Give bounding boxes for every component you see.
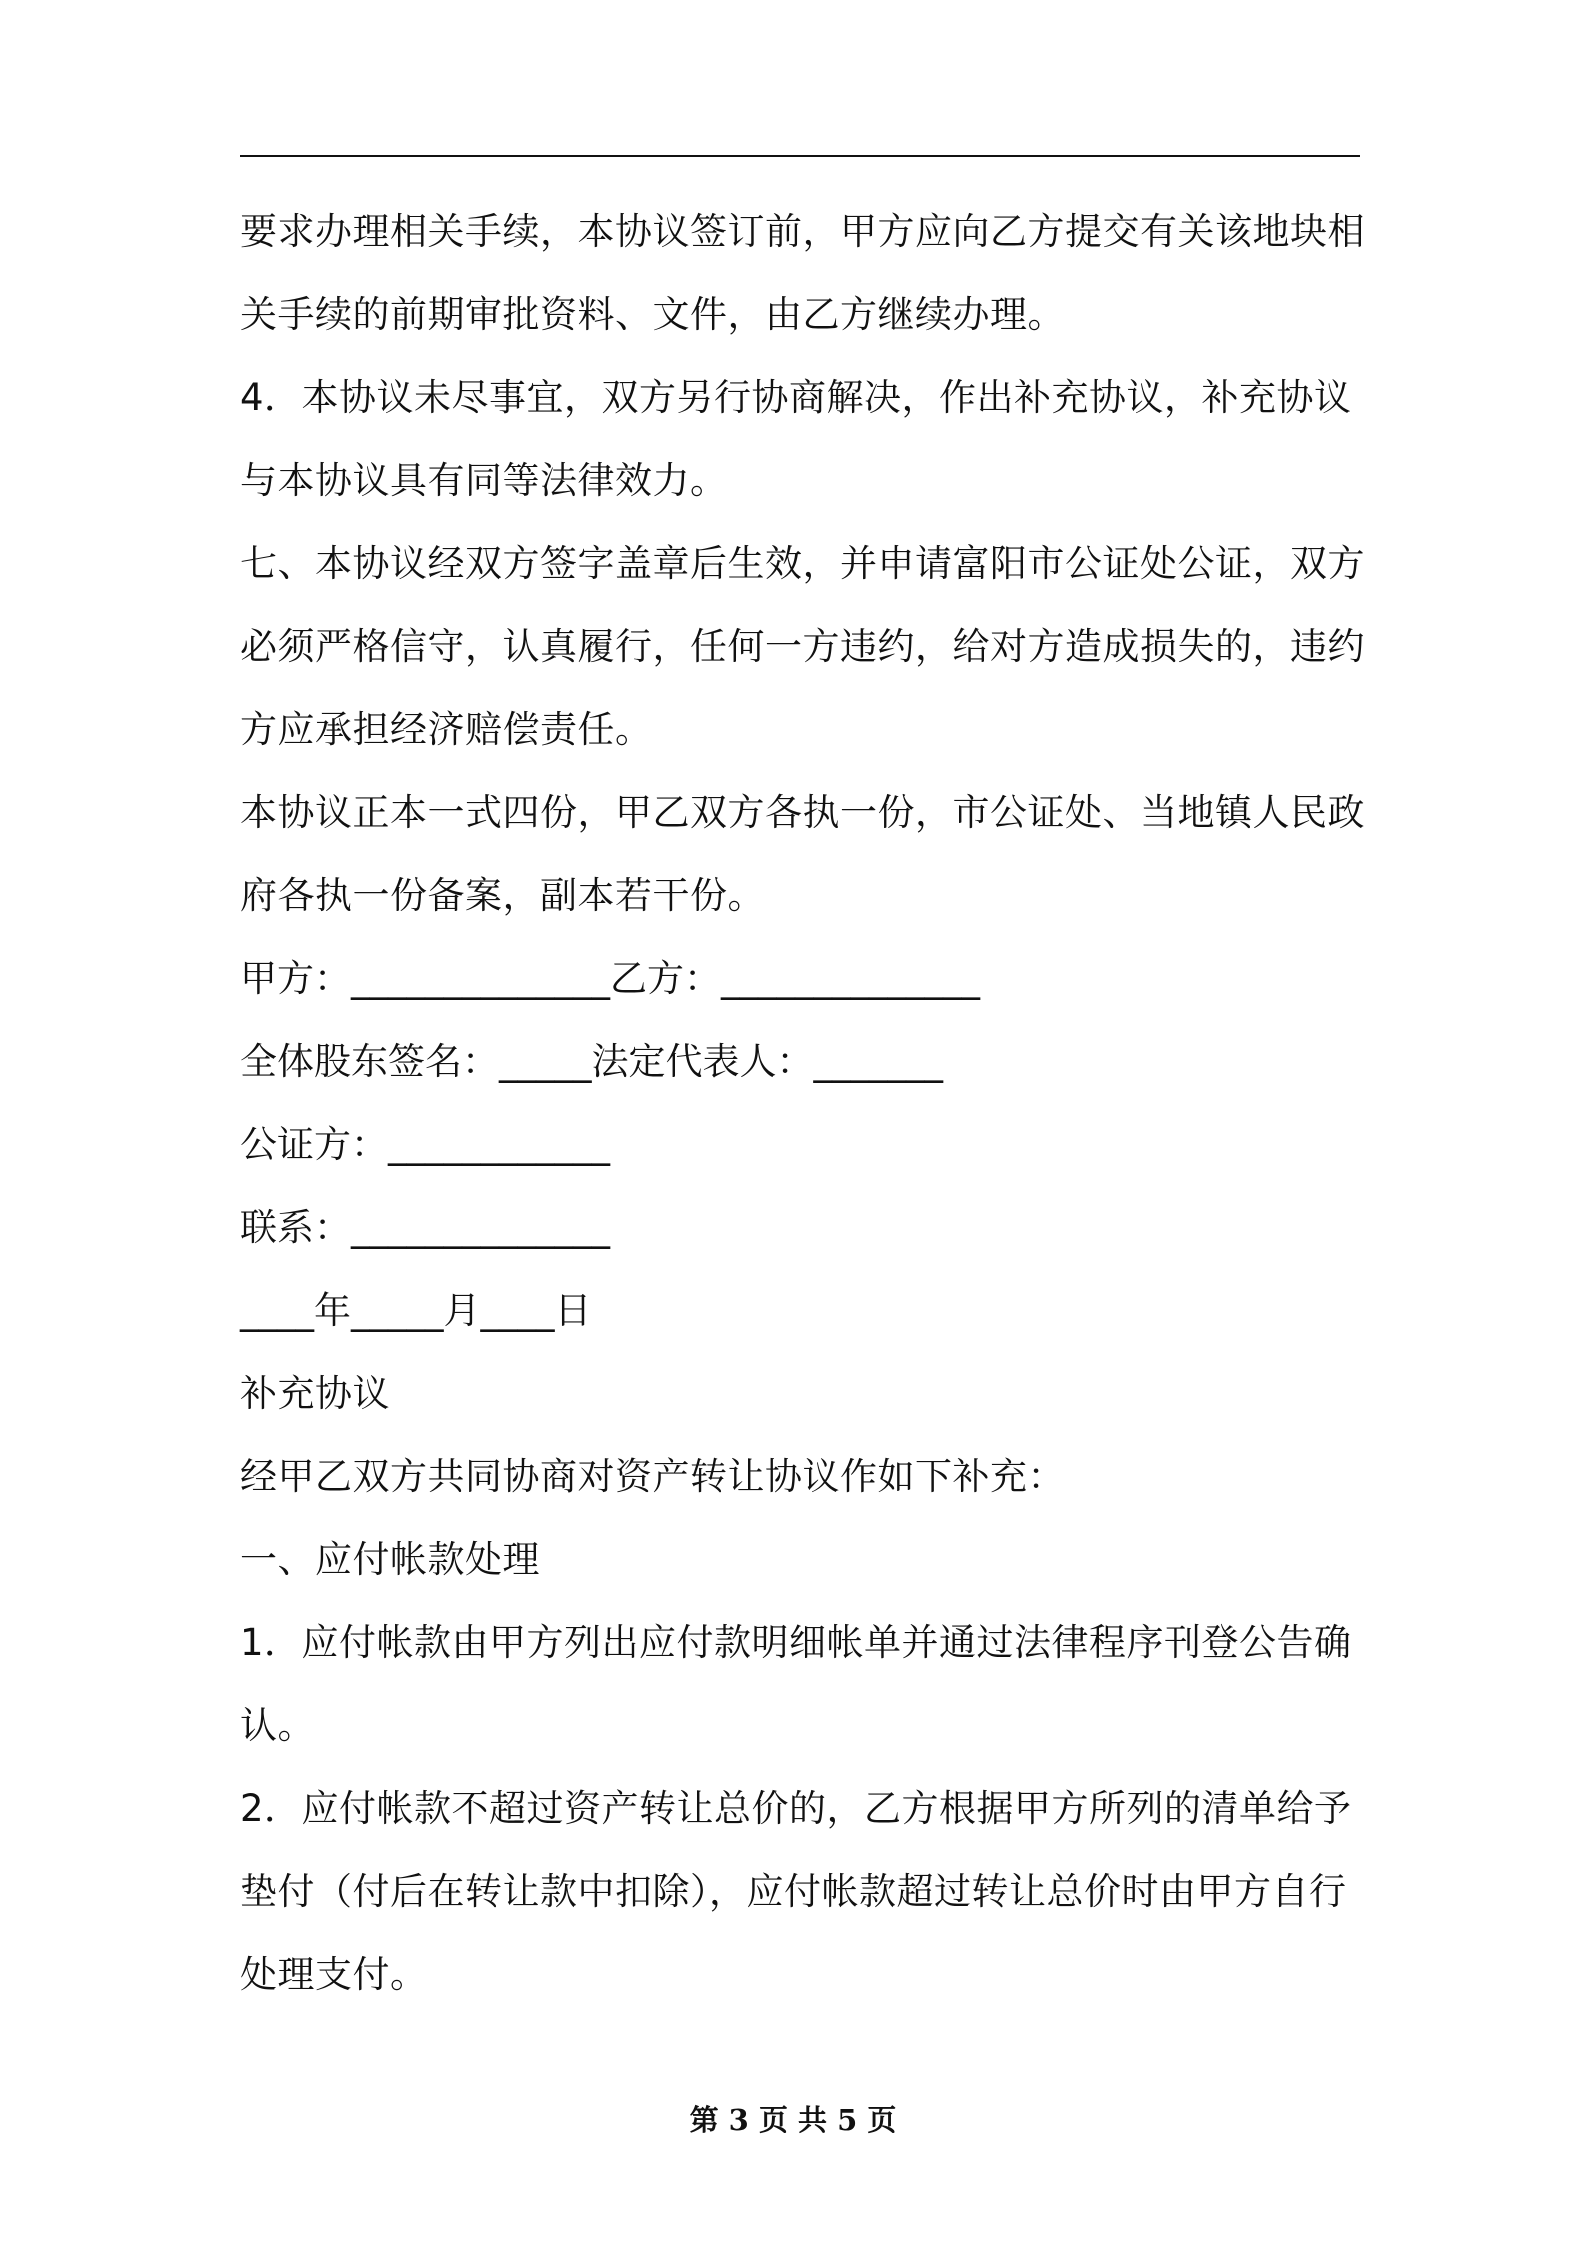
text-line: 补充协议 — [240, 1372, 390, 1415]
text-line: 垫付（付后在转让款中扣除），应付帐款超过转让总价时由甲方自行 — [240, 1870, 1347, 1913]
text-line: 经甲乙双方共同协商对资产转让协议作如下补充： — [240, 1455, 1065, 1498]
paragraph-procedures — [240, 190, 1365, 356]
text-line: 必须严格信守，认真履行，任何一方违约，给对方造成损失的，违约 — [240, 625, 1365, 668]
copies-paragraph — [240, 771, 1365, 937]
document-body — [240, 190, 1365, 2016]
text-line: 与本协议具有同等法律效力。 — [240, 459, 728, 502]
page-number: 第 3 页 共 5 页 — [689, 2103, 897, 2137]
text-line: 处理支付。 — [240, 1953, 428, 1996]
supplement-item-2 — [240, 1767, 1360, 2016]
text-line: 关手续的前期审批资料、文件，由乙方继续办理。 — [240, 293, 1065, 336]
date-line: ____年_____月____日 — [240, 1289, 592, 1332]
text-line: 七、本协议经双方签字盖章后生效，并申请富阳市公证处公证，双方 — [240, 542, 1365, 585]
shareholders-signature-line: 全体股东签名：_____法定代表人：_______ — [240, 1040, 943, 1083]
text-line: 4．本协议未尽事宜，双方另行协商解决，作出补充协议，补充协议 — [240, 376, 1352, 419]
supplement-item-1 — [240, 1601, 1360, 1767]
party-signature-line: 甲方：______________乙方：______________ — [240, 957, 980, 1000]
supplement-intro — [240, 1435, 1360, 1518]
section-7 — [240, 522, 1365, 771]
supplement-title — [240, 1352, 1360, 1435]
text-line: 认。 — [240, 1704, 315, 1747]
text-line: 2．应付帐款不超过资产转让总价的，乙方根据甲方所列的清单给予 — [240, 1787, 1352, 1830]
text-line: 本协议正本一式四份，甲乙双方各执一份，市公证处、当地镇人民政 — [240, 791, 1365, 834]
notary-signature-line: 公证方：____________ — [240, 1123, 610, 1166]
clause-4 — [240, 356, 1360, 522]
supplement-section-1 — [240, 1518, 1360, 1601]
text-line: 方应承担经济赔偿责任。 — [240, 708, 653, 751]
text-line: 要求办理相关手续，本协议签订前，甲方应向乙方提交有关该地块相 — [240, 210, 1365, 253]
text-line: 1．应付帐款由甲方列出应付款明细帐单并通过法律程序刊登公告确 — [240, 1621, 1352, 1664]
text-line: 府各执一份备案，副本若干份。 — [240, 874, 765, 917]
header-rule — [240, 155, 1360, 157]
text-line: 一、应付帐款处理 — [240, 1538, 540, 1581]
contact-line: 联系：______________ — [240, 1206, 610, 1249]
